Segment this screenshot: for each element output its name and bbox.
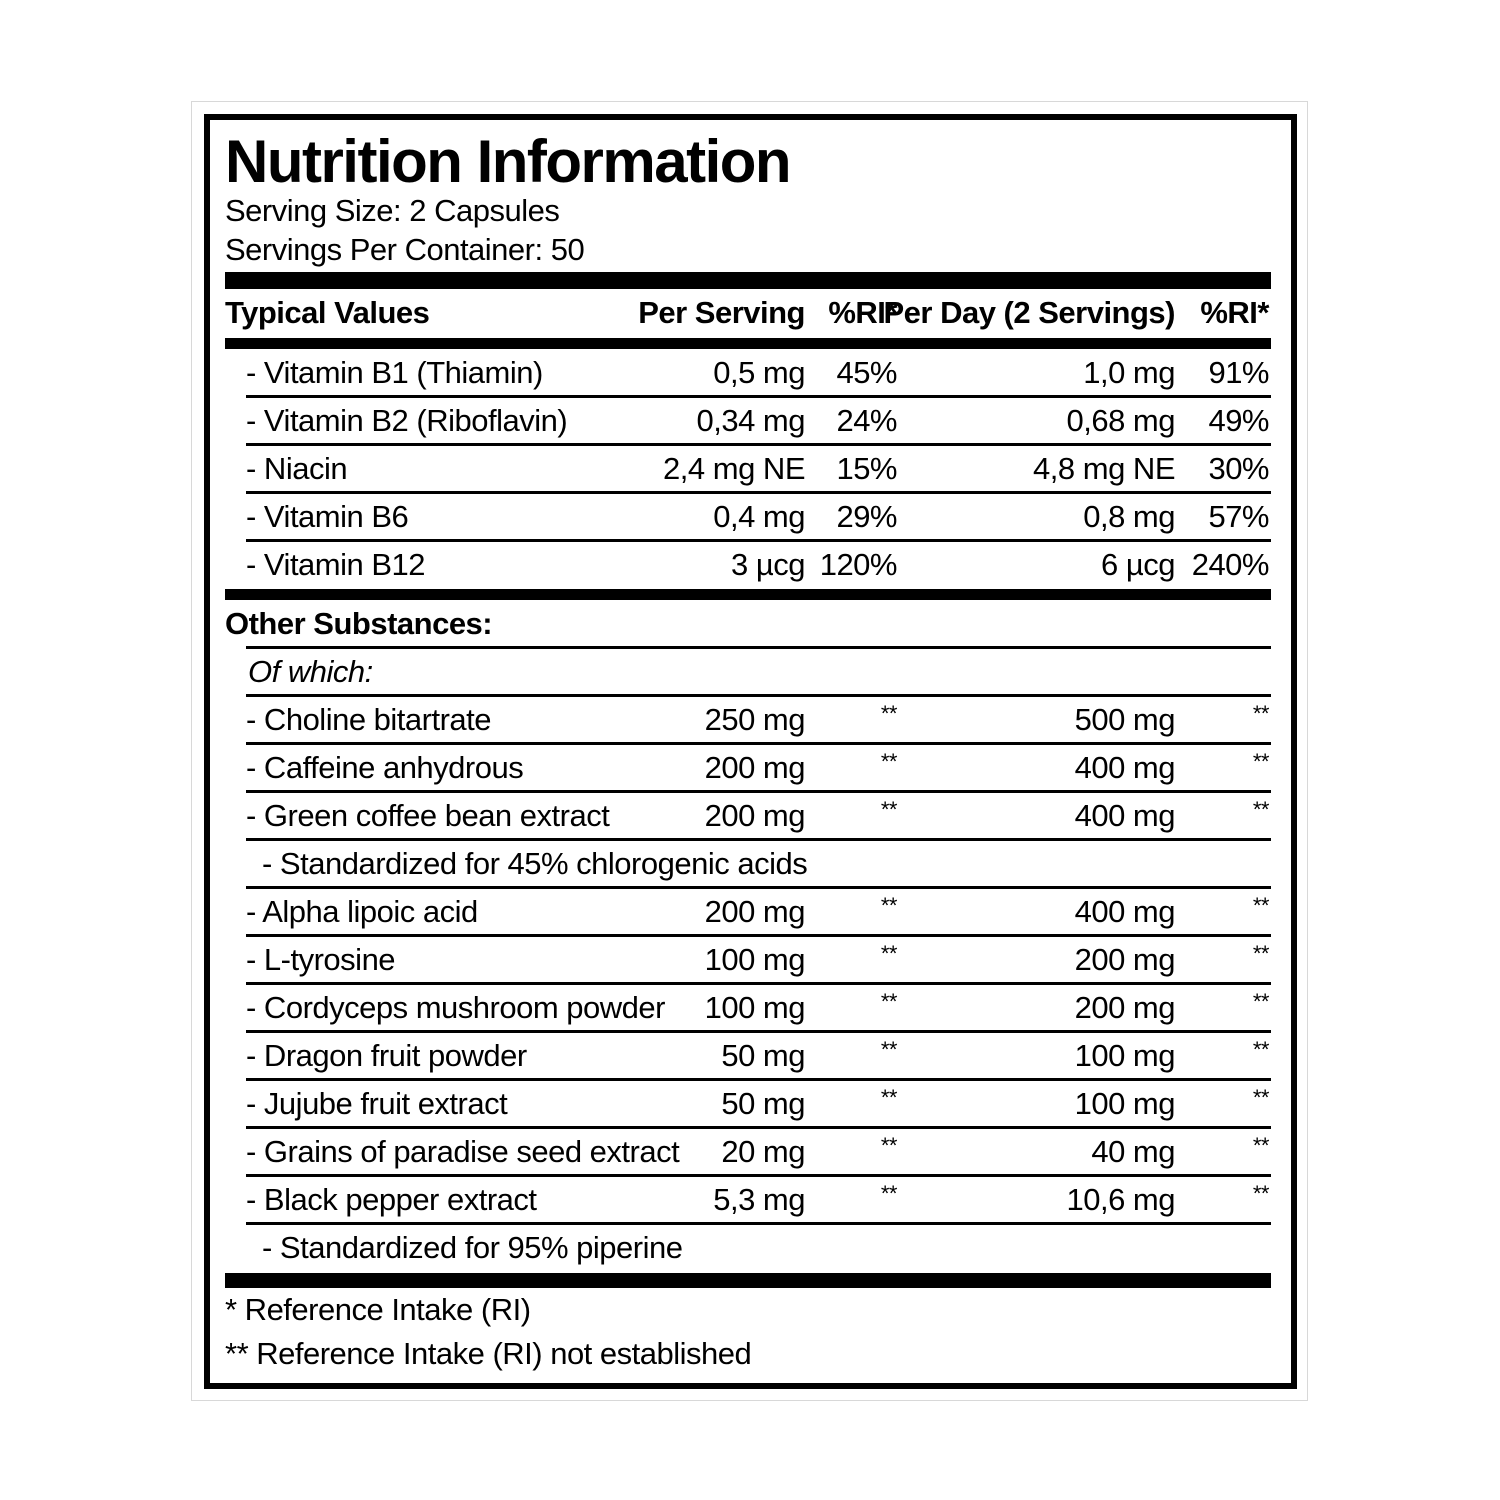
per-serving-value: 250 mg bbox=[704, 702, 805, 737]
ri-day-value: ** bbox=[1252, 1037, 1269, 1062]
ri-day-value: ** bbox=[1252, 1133, 1269, 1158]
per-day-value: 6 µcg bbox=[1101, 547, 1175, 582]
substance-name: - Cordyceps mushroom powder bbox=[246, 990, 665, 1025]
per-day-value: 10,6 mg bbox=[1066, 1182, 1175, 1217]
per-day-value: 100 mg bbox=[1074, 1086, 1175, 1121]
substance-row bbox=[0, 888, 1500, 936]
per-serving-value: 200 mg bbox=[704, 750, 805, 785]
ri-day-value: ** bbox=[1252, 941, 1269, 966]
ri-serving-value: ** bbox=[880, 893, 897, 918]
substance-name: - Caffeine anhydrous bbox=[246, 750, 524, 785]
standardization-note-row bbox=[0, 840, 1500, 888]
vitamin-row bbox=[0, 349, 1500, 397]
per-day-value: 0,8 mg bbox=[1083, 499, 1175, 534]
substance-row bbox=[0, 744, 1500, 792]
nutrient-name: - Niacin bbox=[246, 451, 348, 486]
nutrient-name: - Vitamin B2 (Riboflavin) bbox=[246, 403, 568, 438]
ri-day-value: ** bbox=[1252, 893, 1269, 918]
per-day-value: 1,0 mg bbox=[1083, 355, 1175, 390]
ri-serving-value: ** bbox=[880, 1085, 897, 1110]
per-serving-value: 50 mg bbox=[721, 1038, 805, 1073]
footnote-ri-not-established: ** Reference Intake (RI) not established bbox=[225, 1336, 752, 1371]
header-ri-serving: %RI* bbox=[828, 295, 897, 330]
per-day-value: 200 mg bbox=[1074, 990, 1175, 1025]
header-typical-values: Typical Values bbox=[225, 295, 430, 330]
header-per-day: Per Day (2 Servings) bbox=[883, 295, 1175, 330]
vitamin-row bbox=[0, 541, 1500, 589]
per-serving-value: 100 mg bbox=[704, 990, 805, 1025]
per-day-value: 4,8 mg NE bbox=[1033, 451, 1175, 486]
ri-day-value: 91% bbox=[1208, 355, 1269, 390]
ri-day-value: ** bbox=[1252, 797, 1269, 822]
ri-serving-value: ** bbox=[880, 749, 897, 774]
standardization-note: - Standardized for 95% piperine bbox=[262, 1230, 683, 1265]
substance-name: - L-tyrosine bbox=[246, 942, 396, 977]
vitamin-row bbox=[0, 397, 1500, 445]
substance-row bbox=[0, 792, 1500, 840]
per-day-value: 400 mg bbox=[1074, 750, 1175, 785]
per-day-value: 40 mg bbox=[1091, 1134, 1175, 1169]
ri-serving-value: ** bbox=[880, 989, 897, 1014]
header-ri-day: %RI* bbox=[1200, 295, 1269, 330]
label-title: Nutrition Information bbox=[225, 128, 791, 195]
ri-day-value: ** bbox=[1252, 989, 1269, 1014]
substance-name: - Alpha lipoic acid bbox=[246, 894, 478, 929]
nutrient-name: - Vitamin B1 (Thiamin) bbox=[246, 355, 543, 390]
per-serving-value: 100 mg bbox=[704, 942, 805, 977]
substance-row bbox=[0, 1080, 1500, 1128]
table-header bbox=[0, 289, 1500, 337]
header-bottom-bar bbox=[225, 338, 1271, 349]
per-serving-value: 20 mg bbox=[721, 1134, 805, 1169]
servings-per-container: Servings Per Container: 50 bbox=[225, 232, 585, 267]
substance-row bbox=[0, 984, 1500, 1032]
per-serving-value: 2,4 mg NE bbox=[663, 451, 805, 486]
substance-name: - Jujube fruit extract bbox=[246, 1086, 508, 1121]
per-serving-value: 50 mg bbox=[721, 1086, 805, 1121]
ri-day-value: 30% bbox=[1208, 451, 1269, 486]
ri-serving-value: 15% bbox=[836, 451, 897, 486]
per-day-value: 400 mg bbox=[1074, 894, 1175, 929]
serving-size: Serving Size: 2 Capsules bbox=[225, 193, 560, 228]
per-day-value: 200 mg bbox=[1074, 942, 1175, 977]
per-serving-value: 200 mg bbox=[704, 894, 805, 929]
other-substances-title: Other Substances: bbox=[225, 606, 493, 641]
ri-serving-value: ** bbox=[880, 797, 897, 822]
per-serving-value: 200 mg bbox=[704, 798, 805, 833]
ri-serving-value: 120% bbox=[819, 547, 897, 582]
per-serving-value: 3 µcg bbox=[731, 547, 805, 582]
row-divider bbox=[246, 646, 1271, 649]
ri-serving-value: 45% bbox=[836, 355, 897, 390]
substance-row bbox=[0, 1176, 1500, 1224]
standardization-note-row bbox=[0, 1224, 1500, 1272]
substance-name: - Choline bitartrate bbox=[246, 702, 492, 737]
per-day-value: 0,68 mg bbox=[1066, 403, 1175, 438]
ri-day-value: ** bbox=[1252, 1181, 1269, 1206]
footnote-ri: * Reference Intake (RI) bbox=[225, 1292, 531, 1327]
per-day-value: 500 mg bbox=[1074, 702, 1175, 737]
ri-serving-value: 29% bbox=[836, 499, 897, 534]
substance-row bbox=[0, 1032, 1500, 1080]
ri-day-value: 240% bbox=[1191, 547, 1269, 582]
of-which-label: Of which: bbox=[248, 654, 373, 689]
bottom-thick-bar bbox=[225, 1273, 1271, 1288]
per-serving-value: 0,34 mg bbox=[696, 403, 805, 438]
per-serving-value: 0,5 mg bbox=[713, 355, 805, 390]
ri-serving-value: ** bbox=[880, 1133, 897, 1158]
nutrient-name: - Vitamin B6 bbox=[246, 499, 409, 534]
substance-row bbox=[0, 1128, 1500, 1176]
substance-row bbox=[0, 696, 1500, 744]
vitamin-row bbox=[0, 445, 1500, 493]
standardization-note: - Standardized for 45% chlorogenic acids bbox=[262, 846, 808, 881]
ri-serving-value: ** bbox=[880, 1037, 897, 1062]
substance-name: - Dragon fruit powder bbox=[246, 1038, 527, 1073]
ri-day-value: ** bbox=[1252, 749, 1269, 774]
header-per-serving: Per Serving bbox=[638, 295, 805, 330]
per-serving-value: 5,3 mg bbox=[713, 1182, 805, 1217]
per-day-value: 400 mg bbox=[1074, 798, 1175, 833]
substance-name: - Black pepper extract bbox=[246, 1182, 537, 1217]
ri-serving-value: ** bbox=[880, 701, 897, 726]
ri-day-value: 57% bbox=[1208, 499, 1269, 534]
ri-day-value: ** bbox=[1252, 701, 1269, 726]
per-day-value: 100 mg bbox=[1074, 1038, 1175, 1073]
vitamins-bottom-bar bbox=[225, 589, 1271, 600]
vitamin-row bbox=[0, 493, 1500, 541]
ri-serving-value: ** bbox=[880, 1181, 897, 1206]
ri-serving-value: 24% bbox=[836, 403, 897, 438]
ri-day-value: 49% bbox=[1208, 403, 1269, 438]
substance-row bbox=[0, 936, 1500, 984]
top-thick-bar bbox=[225, 272, 1271, 289]
nutrient-name: - Vitamin B12 bbox=[246, 547, 426, 582]
ri-serving-value: ** bbox=[880, 941, 897, 966]
substance-name: - Grains of paradise seed extract bbox=[246, 1134, 680, 1169]
per-serving-value: 0,4 mg bbox=[713, 499, 805, 534]
ri-day-value: ** bbox=[1252, 1085, 1269, 1110]
substance-name: - Green coffee bean extract bbox=[246, 798, 610, 833]
